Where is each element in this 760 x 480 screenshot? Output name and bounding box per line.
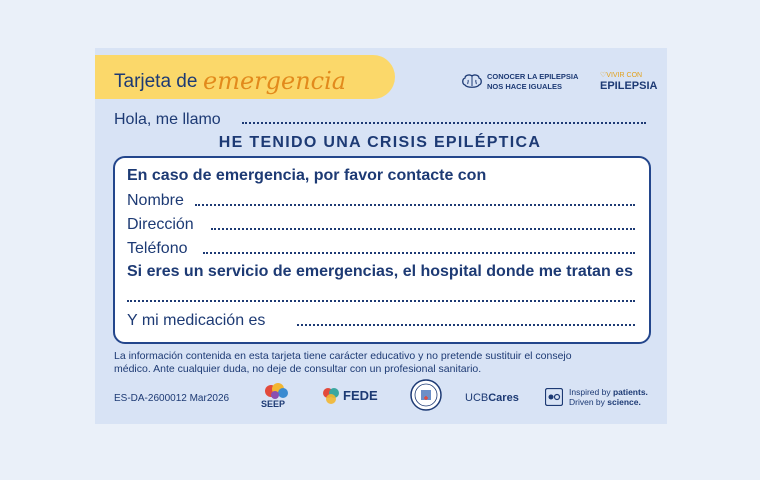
- seep-text: SEEP: [261, 399, 286, 409]
- driven-word: science.: [607, 397, 641, 407]
- fede-text: FEDE: [343, 388, 378, 403]
- heart-icon: ♡: [600, 72, 607, 79]
- seal-icon: [409, 378, 443, 412]
- logo1-line2: NOS HACE IGUALES: [487, 82, 563, 91]
- disclaimer-line1: La información contenida en esta tarjeta tiene carácter educativo y no pretende sustituir el consejo: [114, 350, 572, 362]
- logo2-line1: VIVIR CON: [606, 72, 643, 79]
- hospital-field-line: [127, 300, 635, 302]
- contact-heading: En caso de emergencia, por favor contacte con: [127, 167, 487, 184]
- headline: HE TENIDO UNA CRISIS EPILÉPTICA: [218, 134, 542, 151]
- ucb-mark-icon: [545, 388, 563, 406]
- ucb-prefix: UCB: [465, 392, 489, 404]
- logo2-line2: EPILEPSIA: [600, 80, 658, 92]
- phone-field-line: [203, 252, 635, 254]
- disclaimer-line2: médico. Ante cualquier duda, no deje de consultar con un profesional sanitario.: [114, 363, 482, 375]
- brain-icon: [461, 73, 483, 89]
- name-dotted-line: [242, 122, 646, 124]
- address-field-line: [211, 228, 635, 230]
- address-field-label: Dirección: [127, 216, 194, 233]
- medication-field-label: Y mi medicación es: [127, 312, 266, 329]
- contact-box: [113, 156, 651, 344]
- name-field-line: [195, 204, 635, 206]
- phone-field-label: Teléfono: [127, 240, 188, 257]
- hospital-heading: Si eres un servicio de emergencias, el hospital donde me tratan es: [127, 263, 633, 280]
- inspired-prefix: Inspired by: [569, 387, 611, 397]
- greeting-label: Hola, me llamo: [114, 111, 221, 128]
- logo1-line1: CONOCER LA EPILEPSIA: [487, 72, 579, 81]
- card-title: Tarjeta de: [114, 71, 198, 92]
- document-code: ES-DA-2600012 Mar2026: [114, 393, 230, 404]
- disclaimer: [114, 350, 654, 376]
- ucb-cares-logo: [465, 392, 519, 404]
- association-seal-logo: [409, 378, 443, 417]
- emergency-card: [95, 48, 667, 424]
- driven-prefix: Driven by: [569, 397, 605, 407]
- fede-mark-icon: [321, 386, 341, 406]
- inspired-word: patients.: [612, 387, 648, 397]
- medication-field-line: [297, 324, 635, 326]
- card-title-script: emergencia: [203, 67, 347, 95]
- ucb-suffix: Cares: [488, 392, 519, 404]
- name-field-label: Nombre: [127, 192, 184, 209]
- vivir-con-epilepsia-logo: [600, 71, 657, 92]
